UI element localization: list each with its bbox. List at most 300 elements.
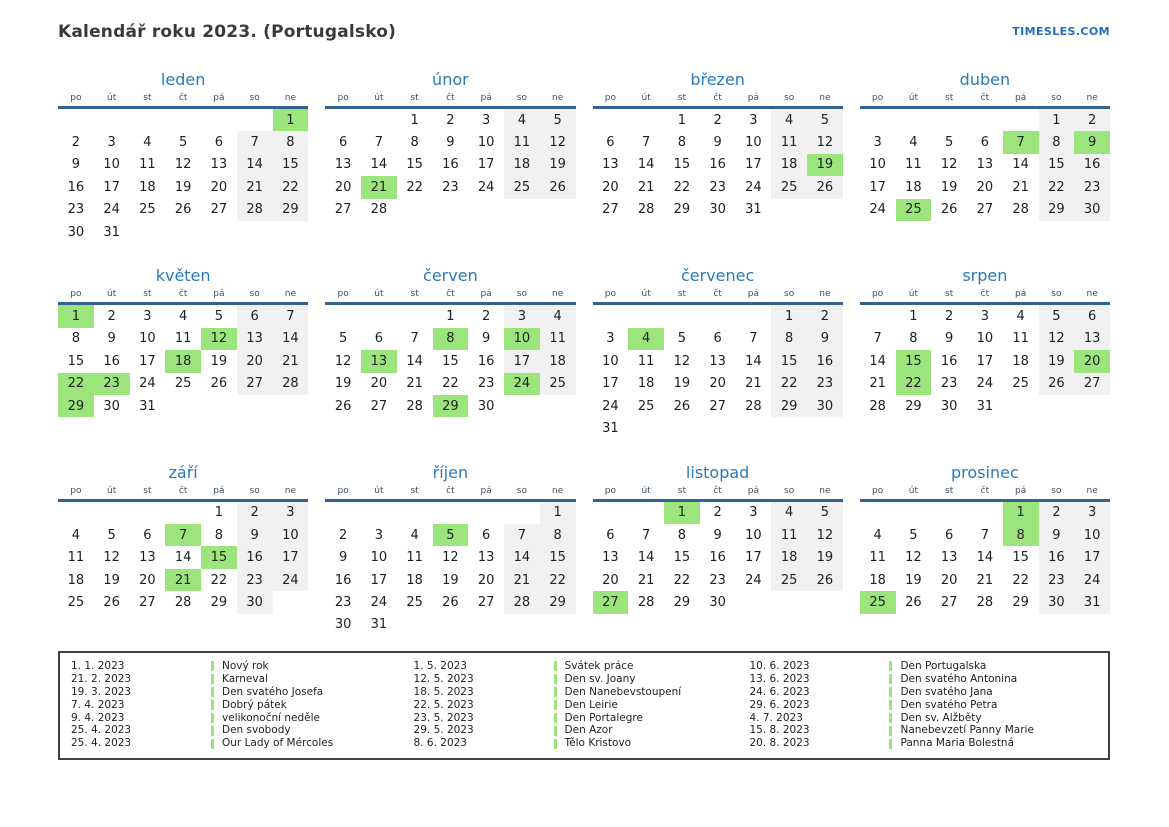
day-cell: 20: [709, 376, 726, 392]
legend-item: [749, 737, 1098, 750]
day-cell: 30: [103, 398, 120, 414]
legend-item: [749, 686, 1098, 699]
legend-holiday-name: Den Portalegre: [564, 711, 643, 724]
day-cell: 16: [709, 550, 726, 566]
day-cell: 27: [709, 398, 726, 414]
day-cell: 29: [1012, 594, 1029, 610]
day-cell: 22: [1012, 572, 1029, 588]
day-cell: 13: [210, 157, 228, 173]
day-cell: [1074, 395, 1110, 417]
legend-holiday-name: Karneval: [222, 672, 268, 685]
legend-column: [71, 660, 410, 750]
day-cell: [807, 199, 843, 221]
day-cell: 12: [334, 353, 352, 369]
day-cell: 5: [540, 109, 576, 131]
weekday-label: st: [677, 485, 686, 496]
holiday-marker-icon: [889, 726, 892, 736]
legend-holiday-name: Den svobody: [222, 724, 291, 737]
day-cell: [628, 305, 664, 327]
weekday-label: út: [908, 485, 918, 496]
day-cell: 28: [504, 591, 540, 613]
day-cell: 4: [873, 527, 882, 543]
holiday-day-cell: 29: [58, 395, 94, 417]
holiday-marker-icon: [889, 687, 892, 697]
day-cell: 24: [103, 202, 120, 218]
day-cell: 11: [771, 524, 807, 546]
legend-holiday-name: velikonoční neděle: [222, 711, 321, 724]
legend-holiday-name: Den svatého Petra: [900, 698, 998, 711]
day-cell: 26: [905, 594, 922, 610]
day-cell: 24: [370, 594, 388, 610]
day-cell: 5: [107, 527, 116, 543]
weekday-label: po: [70, 289, 82, 300]
day-cell: 3: [481, 112, 491, 128]
weekday-label: pá: [480, 485, 492, 496]
day-cell: [273, 395, 309, 417]
day-cell: 31: [103, 224, 120, 240]
weekday-label: so: [784, 485, 795, 496]
day-cell: 26: [174, 202, 192, 218]
day-cell: 10: [370, 550, 388, 566]
day-cell: [896, 502, 932, 524]
day-cell: [628, 502, 664, 524]
day-cell: 13: [709, 353, 726, 369]
legend-date: 12. 5. 2023: [413, 672, 474, 685]
day-cell: [130, 221, 166, 243]
day-cell: 25: [637, 398, 655, 414]
day-cell: 9: [446, 135, 455, 151]
day-cell: 25: [504, 176, 540, 198]
day-cell: 6: [1074, 305, 1110, 327]
day-cell: 15: [1012, 550, 1029, 566]
legend-date: 15. 8. 2023: [749, 724, 810, 737]
day-cell: 8: [677, 135, 687, 151]
day-cell: [860, 109, 896, 131]
day-cell: 6: [338, 135, 348, 151]
day-cell: 20: [477, 572, 495, 588]
day-cell: 27: [976, 202, 994, 218]
legend-item: [71, 673, 410, 686]
month-days: [325, 502, 575, 636]
day-cell: 7: [641, 135, 651, 151]
day-cell: 19: [442, 572, 459, 588]
day-cell: 13: [139, 550, 156, 566]
weekday-label: ne: [552, 93, 564, 103]
brand-link[interactable]: TIMESLES.COM: [1012, 25, 1110, 38]
day-cell: 16: [334, 572, 352, 588]
day-cell: 4: [909, 135, 918, 151]
month-říjen: [325, 461, 575, 636]
day-cell: [967, 502, 1003, 524]
day-cell: 20: [370, 376, 388, 392]
legend-holiday-name: Den svatého Antonina: [900, 672, 1018, 685]
day-cell: [771, 591, 807, 613]
day-cell: [860, 305, 896, 327]
day-cell: 4: [504, 109, 540, 131]
day-cell: 8: [410, 135, 419, 151]
day-cell: [130, 109, 166, 131]
weekday-label: pá: [213, 93, 225, 103]
weekday-label: ne: [819, 485, 831, 496]
day-cell: 1: [677, 112, 687, 128]
holiday-marker-icon: [211, 726, 214, 736]
holiday-marker-icon: [889, 713, 892, 723]
day-cell: 21: [237, 176, 273, 198]
holiday-day-cell: 22: [58, 373, 94, 395]
day-cell: 7: [504, 524, 540, 546]
day-cell: [736, 591, 772, 613]
day-cell: 6: [481, 527, 491, 543]
day-cell: [1003, 395, 1039, 417]
day-cell: 14: [976, 550, 994, 566]
day-cell: 15: [442, 353, 459, 369]
day-cell: [736, 417, 772, 439]
holiday-day-cell: 1: [1003, 502, 1039, 524]
day-cell: 23: [709, 179, 726, 195]
day-cell: 3: [143, 309, 152, 325]
day-cell: [325, 109, 361, 131]
day-cell: 18: [905, 179, 922, 195]
day-cell: 23: [709, 572, 726, 588]
day-cell: 7: [749, 331, 758, 347]
weekday-label: út: [374, 93, 384, 103]
weekday-header-row: [860, 93, 1110, 109]
legend-item: [749, 699, 1098, 712]
weekday-header-row: [325, 93, 575, 109]
day-cell: 18: [406, 572, 423, 588]
day-cell: [628, 417, 664, 439]
day-cell: 31: [1074, 591, 1110, 613]
day-cell: [540, 395, 576, 417]
day-cell: 3: [504, 305, 540, 327]
month-leden: [58, 68, 308, 243]
weekday-label: so: [516, 93, 527, 103]
day-cell: 25: [771, 569, 807, 591]
page-title: Kalendář roku 2023. (Portugalsko): [58, 22, 397, 42]
day-cell: 13: [477, 550, 495, 566]
weekday-label: út: [374, 289, 384, 300]
month-listopad: [593, 461, 843, 636]
months-grid: [58, 68, 1110, 636]
day-cell: [771, 199, 807, 221]
day-cell: [94, 502, 130, 524]
day-cell: [94, 109, 130, 131]
day-cell: 27: [210, 202, 228, 218]
day-cell: 7: [980, 527, 990, 543]
day-cell: 12: [673, 353, 691, 369]
weekday-label: čt: [713, 485, 722, 496]
day-cell: 1: [909, 309, 918, 325]
month-title: červen: [423, 266, 478, 286]
day-cell: 1: [410, 112, 419, 128]
legend-item: [749, 724, 1098, 737]
weekday-label: ne: [1086, 485, 1098, 496]
weekday-label: st: [945, 289, 954, 300]
legend-date: 7. 4. 2023: [71, 698, 125, 711]
legend-date: 19. 3. 2023: [71, 685, 132, 698]
day-cell: 8: [540, 524, 576, 546]
weekday-label: pá: [747, 289, 759, 300]
holiday-marker-icon: [554, 661, 557, 671]
day-cell: 4: [771, 109, 807, 131]
day-cell: 17: [1074, 546, 1110, 568]
day-cell: 10: [139, 331, 156, 347]
month-title: listopad: [685, 462, 750, 482]
weekday-header-row: [58, 486, 308, 502]
holiday-day-cell: 21: [165, 569, 201, 591]
day-cell: 28: [237, 199, 273, 221]
day-cell: 17: [602, 376, 619, 392]
weekday-label: ne: [284, 93, 296, 103]
day-cell: 18: [67, 572, 85, 588]
day-cell: 18: [139, 179, 156, 195]
day-cell: 12: [174, 157, 192, 173]
day-cell: 18: [771, 546, 807, 568]
day-cell: 20: [602, 179, 619, 195]
weekday-label: st: [945, 93, 954, 103]
weekday-header-row: [593, 486, 843, 502]
day-cell: 12: [1039, 328, 1075, 350]
legend-date: 23. 5. 2023: [413, 711, 474, 724]
day-cell: 29: [1039, 199, 1075, 221]
day-cell: 23: [807, 373, 843, 395]
day-cell: 3: [606, 331, 615, 347]
month-červenec: [593, 264, 843, 439]
weekday-label: ne: [1086, 289, 1098, 300]
legend-holiday-name: Den Nanebevstoupení: [564, 685, 682, 698]
day-cell: 12: [807, 131, 843, 153]
day-cell: 29: [540, 591, 576, 613]
weekday-header-row: [860, 486, 1110, 502]
day-cell: 8: [1039, 131, 1075, 153]
day-cell: 3: [749, 112, 758, 128]
day-cell: 19: [103, 572, 120, 588]
day-cell: 10: [976, 331, 994, 347]
day-cell: 31: [602, 420, 619, 436]
legend-item: [414, 737, 746, 750]
day-cell: 30: [1039, 591, 1075, 613]
weekday-label: po: [70, 93, 82, 103]
month-červen: [325, 264, 575, 439]
day-cell: [807, 591, 843, 613]
legend-date: 25. 4. 2023: [71, 724, 132, 737]
weekday-label: st: [143, 93, 152, 103]
day-cell: 27: [334, 202, 352, 218]
legend-column: [414, 660, 746, 750]
day-cell: 10: [745, 135, 762, 151]
day-cell: 17: [103, 179, 120, 195]
day-cell: 1: [446, 309, 455, 325]
weekday-label: pá: [480, 289, 492, 300]
day-cell: 27: [940, 594, 958, 610]
legend-column: [749, 660, 1098, 750]
weekday-header-row: [593, 93, 843, 109]
day-cell: 19: [905, 572, 922, 588]
day-cell: 4: [410, 527, 419, 543]
holiday-day-cell: 7: [165, 524, 201, 546]
weekday-label: po: [70, 485, 82, 496]
month-title: únor: [432, 70, 469, 89]
day-cell: 26: [940, 202, 958, 218]
day-cell: [700, 305, 736, 327]
holiday-day-cell: 7: [1003, 131, 1039, 153]
day-cell: 25: [1012, 376, 1029, 392]
day-cell: 14: [237, 154, 273, 176]
day-cell: 25: [139, 202, 156, 218]
weekday-label: st: [410, 289, 419, 300]
legend-holiday-name: Dobrý pátek: [222, 698, 287, 711]
day-cell: [397, 305, 433, 327]
day-cell: 15: [1039, 154, 1075, 176]
legend-date: 25. 4. 2023: [71, 737, 132, 750]
day-cell: 6: [143, 527, 152, 543]
day-cell: 13: [1074, 328, 1110, 350]
holiday-day-cell: 25: [860, 591, 896, 613]
day-cell: 28: [976, 594, 994, 610]
day-cell: 3: [273, 502, 309, 524]
holiday-day-cell: 1: [664, 502, 700, 524]
day-cell: 11: [637, 353, 655, 369]
day-cell: [468, 614, 504, 636]
day-cell: 24: [139, 376, 156, 392]
day-cell: 23: [237, 569, 273, 591]
weekday-label: čt: [713, 289, 722, 300]
day-cell: 15: [540, 546, 576, 568]
day-cell: [165, 221, 201, 243]
day-cell: 3: [980, 309, 990, 325]
day-cell: 5: [1039, 305, 1075, 327]
weekday-label: st: [410, 93, 419, 103]
day-cell: 13: [334, 157, 352, 173]
day-cell: 18: [1012, 353, 1029, 369]
day-cell: [771, 417, 807, 439]
month-days: [860, 305, 1110, 417]
legend-item: [749, 712, 1098, 725]
day-cell: [504, 395, 540, 417]
day-cell: 17: [273, 546, 309, 568]
holiday-day-cell: 8: [433, 328, 469, 350]
day-cell: 22: [442, 376, 459, 392]
holiday-day-cell: 21: [361, 176, 397, 198]
day-cell: 27: [477, 594, 495, 610]
day-cell: [201, 395, 237, 417]
holiday-day-cell: 27: [593, 591, 629, 613]
legend-item: [71, 724, 410, 737]
weekday-label: čt: [178, 485, 188, 496]
holiday-day-cell: 13: [361, 350, 397, 372]
day-cell: 20: [210, 179, 228, 195]
holiday-marker-icon: [554, 726, 557, 736]
day-cell: 17: [976, 353, 994, 369]
weekday-label: út: [374, 485, 384, 496]
day-cell: [540, 199, 576, 221]
day-cell: 4: [143, 135, 152, 151]
legend-date: 9. 4. 2023: [71, 711, 125, 724]
day-cell: 28: [869, 398, 886, 414]
day-cell: 9: [713, 527, 722, 543]
month-září: [58, 461, 308, 636]
legend-item: [749, 660, 1098, 673]
day-cell: 23: [477, 376, 495, 392]
day-cell: 14: [1012, 157, 1029, 173]
holiday-marker-icon: [889, 739, 892, 749]
weekday-label: po: [337, 485, 349, 496]
day-cell: 11: [139, 157, 156, 173]
day-cell: 12: [540, 131, 576, 153]
month-days: [593, 502, 843, 614]
weekday-label: po: [604, 485, 616, 496]
holiday-day-cell: 1: [273, 109, 309, 131]
day-cell: 15: [67, 353, 85, 369]
weekday-label: so: [784, 93, 795, 103]
day-cell: 20: [139, 572, 156, 588]
day-cell: 7: [273, 305, 309, 327]
holiday-day-cell: 9: [1074, 131, 1110, 153]
holiday-day-cell: 25: [896, 199, 932, 221]
day-cell: 5: [338, 331, 348, 347]
weekday-label: čt: [178, 93, 188, 103]
month-days: [58, 305, 308, 417]
day-cell: 9: [807, 328, 843, 350]
day-cell: 7: [374, 135, 384, 151]
day-cell: 21: [637, 179, 655, 195]
day-cell: [664, 417, 700, 439]
legend-item: [414, 660, 746, 673]
weekday-label: po: [872, 93, 884, 103]
day-cell: 1: [771, 305, 807, 327]
holiday-day-cell: 12: [201, 328, 237, 350]
month-title: duben: [959, 70, 1011, 89]
weekday-label: čt: [713, 93, 722, 103]
weekday-label: so: [1051, 485, 1062, 496]
legend-date: 29. 5. 2023: [413, 724, 474, 737]
day-cell: 9: [481, 331, 491, 347]
day-cell: 30: [67, 224, 85, 240]
day-cell: 28: [370, 202, 388, 218]
legend-item: [71, 686, 410, 699]
day-cell: 3: [749, 505, 758, 521]
day-cell: 6: [713, 331, 722, 347]
weekday-label: ne: [552, 485, 564, 496]
day-cell: 26: [540, 176, 576, 198]
day-cell: 16: [709, 157, 726, 173]
day-cell: 29: [673, 594, 691, 610]
holiday-marker-icon: [554, 674, 557, 684]
weekday-label: pá: [480, 93, 492, 103]
day-cell: 24: [869, 202, 886, 218]
day-cell: 17: [370, 572, 388, 588]
day-cell: 21: [637, 572, 655, 588]
holiday-marker-icon: [554, 713, 557, 723]
weekday-header-row: [593, 289, 843, 305]
day-cell: 5: [807, 502, 843, 524]
day-cell: 12: [103, 550, 120, 566]
day-cell: [58, 109, 94, 131]
day-cell: [165, 502, 201, 524]
weekday-label: so: [249, 289, 260, 300]
day-cell: 23: [442, 179, 459, 195]
day-cell: 24: [602, 398, 619, 414]
day-cell: [237, 109, 273, 131]
day-cell: 19: [807, 546, 843, 568]
day-cell: 24: [745, 572, 762, 588]
holiday-day-cell: 19: [807, 154, 843, 176]
day-cell: 28: [273, 373, 309, 395]
day-cell: 29: [273, 199, 309, 221]
weekday-header-row: [325, 486, 575, 502]
day-cell: 26: [103, 594, 120, 610]
day-cell: 24: [273, 569, 309, 591]
